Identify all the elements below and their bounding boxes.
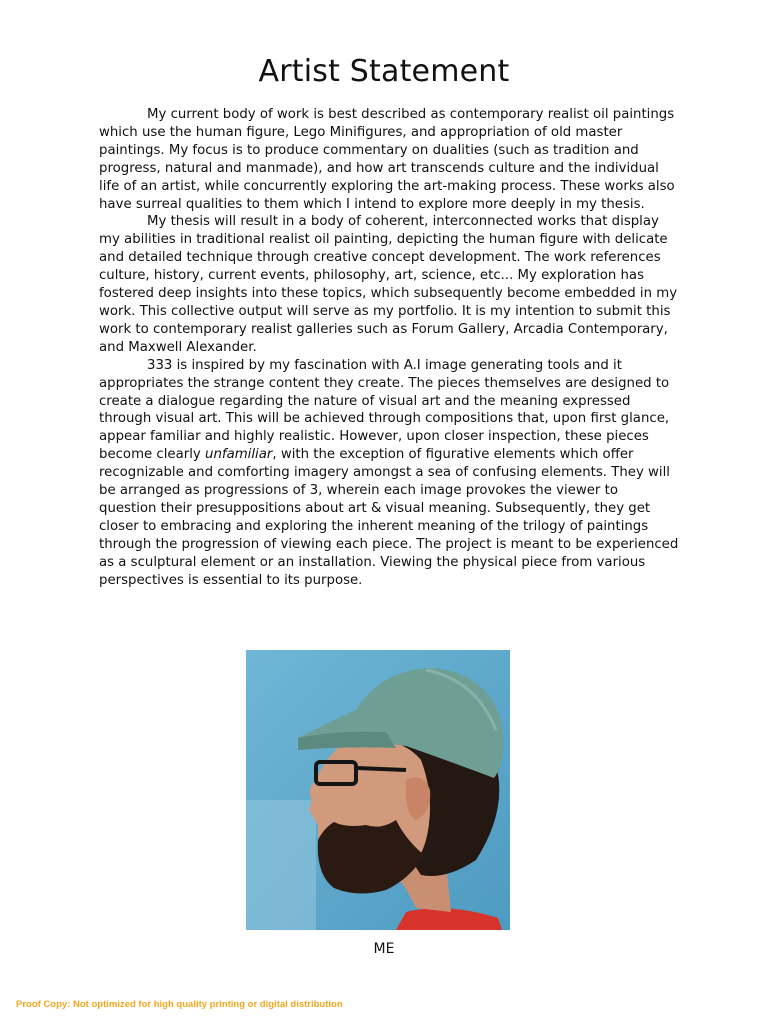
portrait-illustration [246, 650, 510, 930]
paragraph-3-emphasis: unfamiliar [205, 447, 273, 463]
proof-copy-notice: Proof Copy: Not optimized for high quality printing or digital distribution [16, 999, 343, 1010]
paragraph-3-part-2: , with the exception of figurative elements which offer recognizable and comforting imagery amongst a sea of confusing elements. They will be arranged as progressions of 3, wherein each image provokes the viewer to question their presuppositions about art & visual meaning. Subsequently, they get closer to embracing and exploring the inherent meaning of the trilogy of paintings through the progression of viewing each piece. The project is meant to be experienced as a sculptural element or an installation. Viewing the physical piece from various perspectives is essential to its purpose. [99, 447, 679, 588]
paragraph-3 [99, 357, 679, 590]
page-title: Artist Statement [258, 54, 510, 89]
artist-statement-body [99, 106, 679, 589]
artist-portrait-photo [246, 650, 510, 930]
paragraph-2: My thesis will result in a body of coherent, interconnected works that display my abilities in traditional realist oil painting, depicting the human figure with delicate and detailed technique through creative concept development. The work references culture, history, current events, philosophy, art, science, etc... My exploration has fostered deep insights into these topics, which subsequently become embedded in my work. This collective output will serve as my portfolio. It is my intention to submit this work to contemporary realist galleries such as Forum Gallery, Arcadia Contemporary, and Maxwell Alexander. [99, 214, 678, 355]
paragraph-1: My current body of work is best described as contemporary realist oil paintings which use the human figure, Lego Minifigures, and appropriation of old master paintings. My focus is to produce commentary on dualities (such as tradition and progress, natural and manmade), and how art transcends culture and the individual life of an artist, while concurrently exploring the art-making process. These works also have surreal qualities to them which I intend to explore more deeply in my thesis. [99, 107, 675, 212]
paragraph-3-part-1: 333 is inspired by my fascination with A.I image generating tools and it appropriates the strange content they create. The pieces themselves are designed to create a dialogue regarding the nature of visual art and the meaning expressed through visual art. This will be achieved through compositions that, upon first glance, appear familiar and highly realistic. However, upon closer inspection, these pieces become clearly [99, 357, 670, 463]
photo-caption: ME [373, 941, 395, 957]
